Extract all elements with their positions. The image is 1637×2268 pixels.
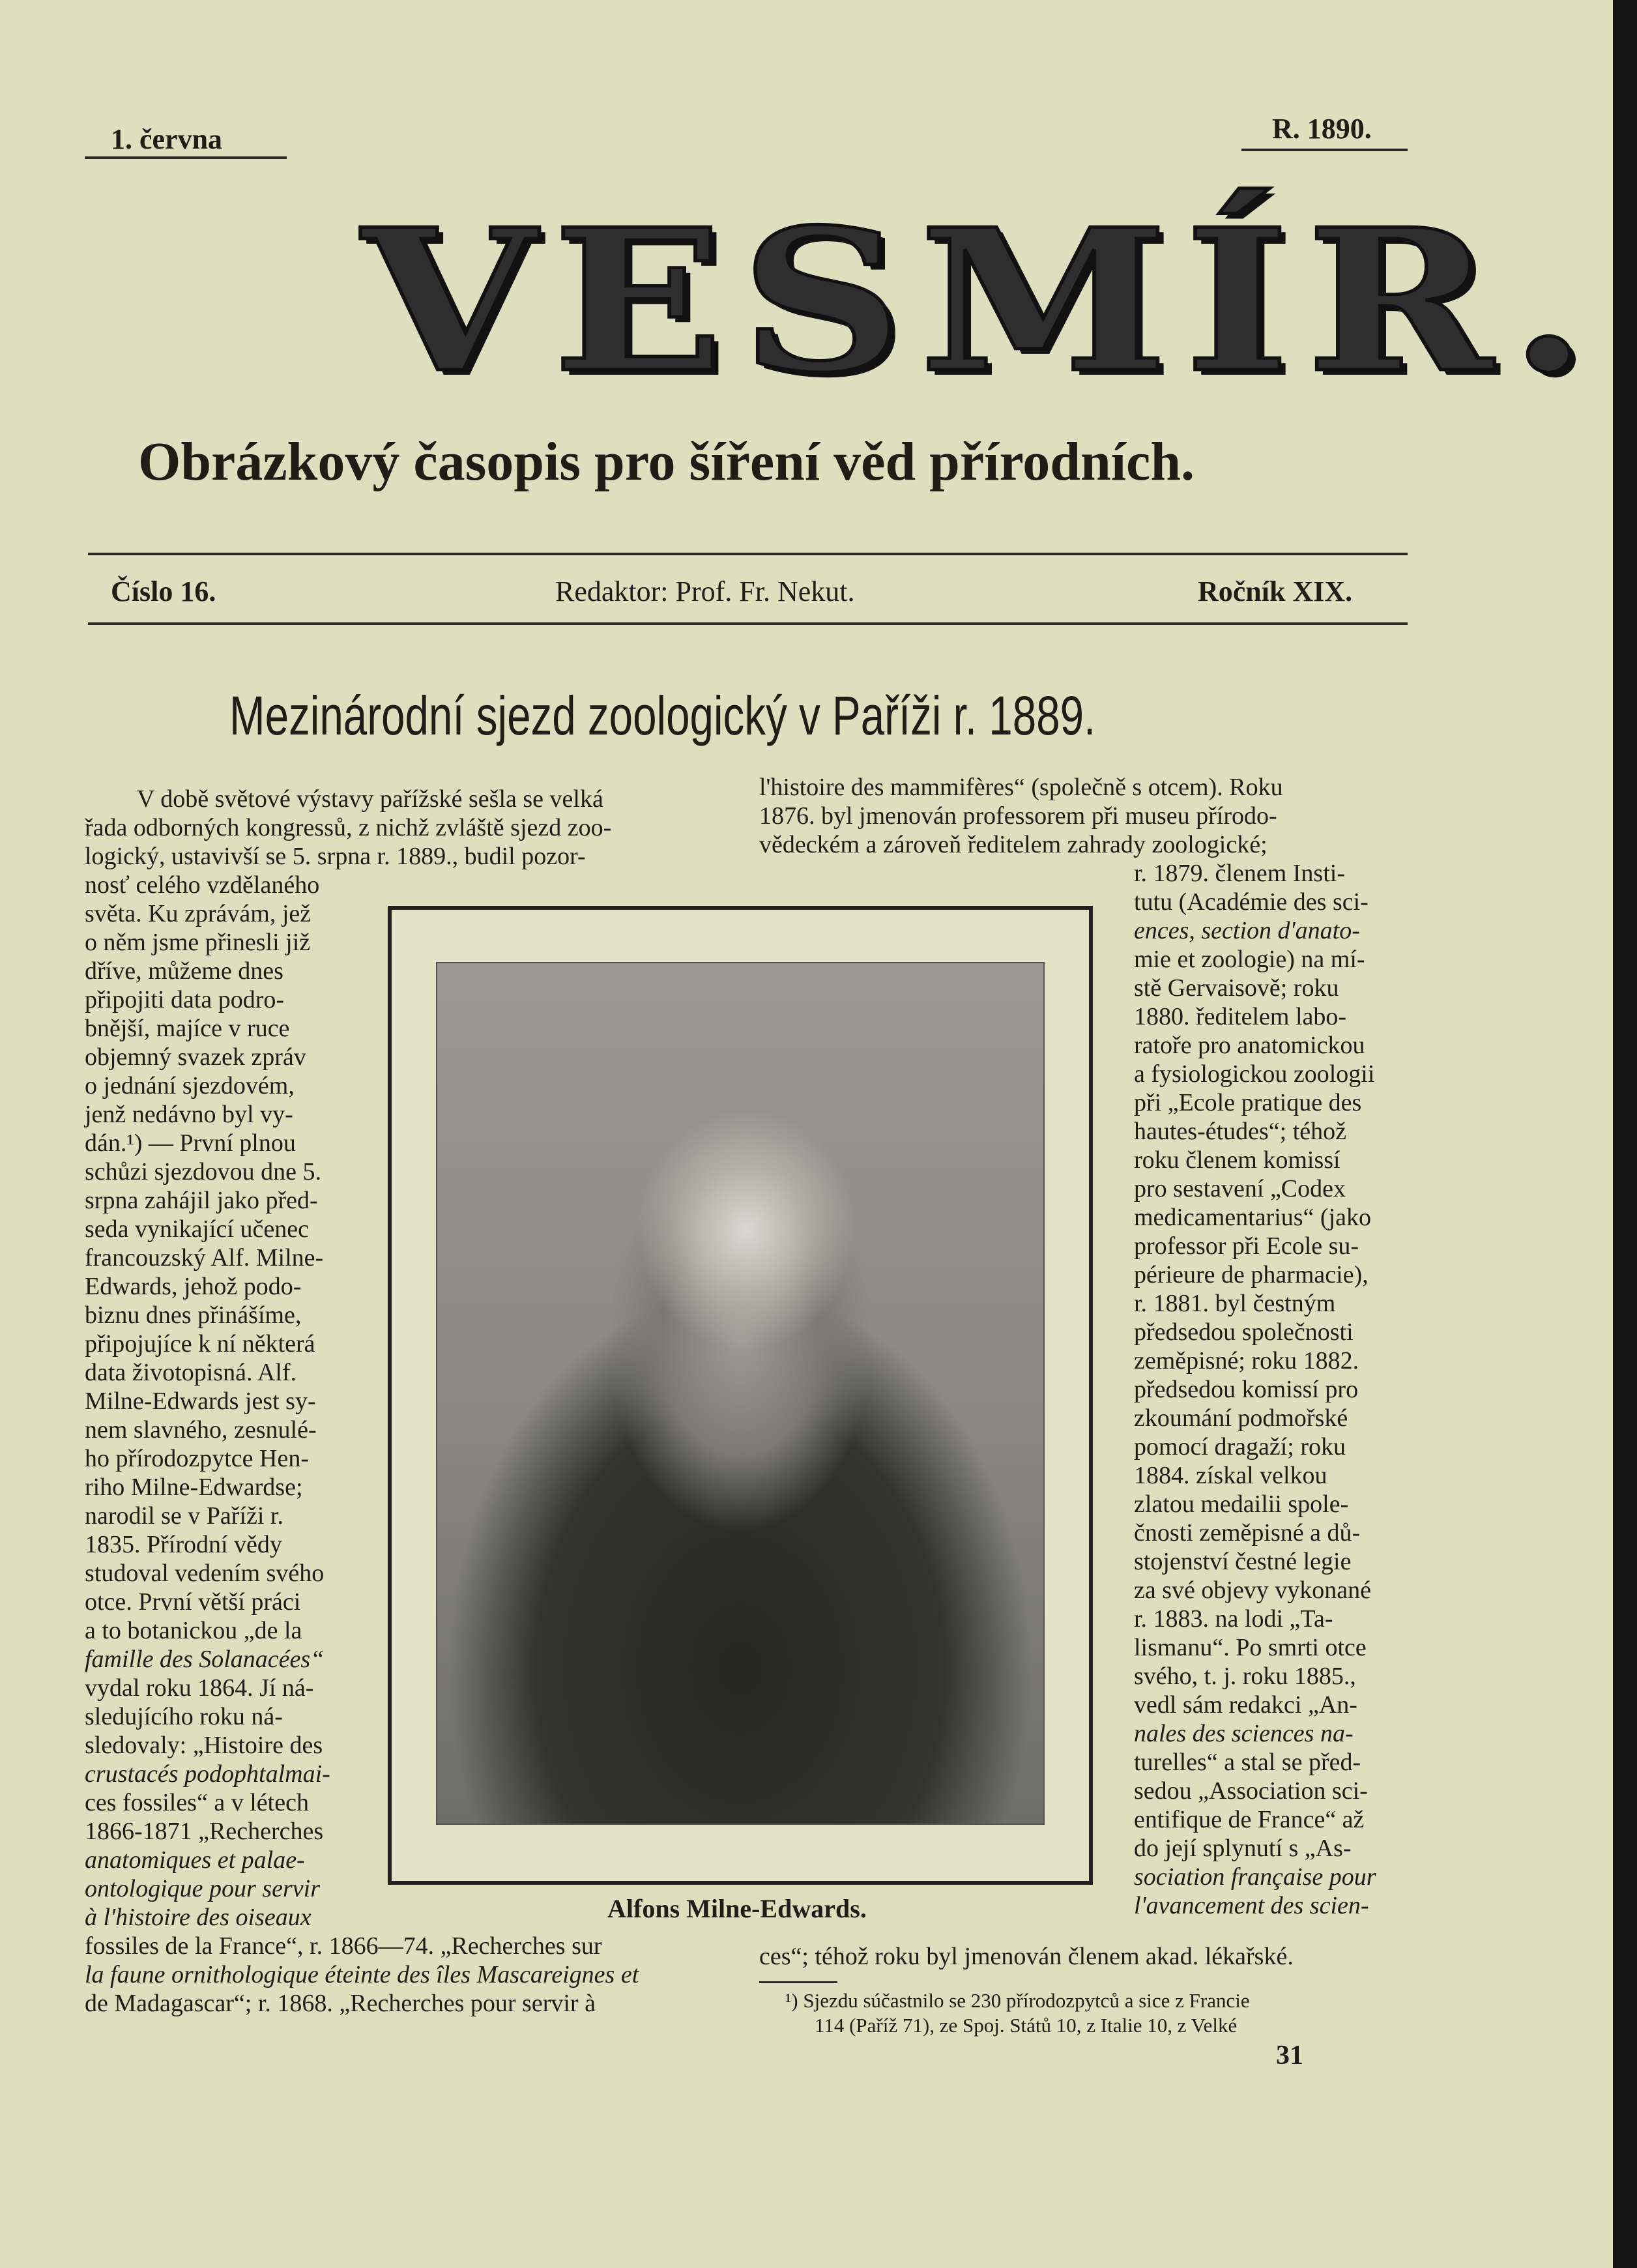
text-line: 1835. Přírodní vědy <box>85 1531 282 1558</box>
text-line: dříve, můžeme dnes <box>85 957 283 985</box>
text-line: logický, ustavivší se 5. srpna r. 1889., budil pozor- <box>85 843 586 870</box>
article-title: Mezinárodní sjezd zoologický v Paříži r. 1889. <box>229 685 1096 746</box>
page-number: 31 <box>1276 2041 1303 2071</box>
text-line: ces“; téhož roku byl jmenován členem akad. lékařské. <box>759 1943 1294 1970</box>
right-column-narrow-text <box>1134 859 1376 1920</box>
text-line: data životopisná. Alf. <box>85 1359 297 1386</box>
header-rule-top <box>88 553 1408 555</box>
text-line: crustacés podophtalmai- <box>85 1760 330 1788</box>
text-line: riho Milne-Edwardse; <box>85 1474 303 1501</box>
text-line: nosť celého vzdělaného <box>85 871 320 899</box>
text-line: biznu dnes přinášíme, <box>85 1301 302 1329</box>
text-line: la faune ornithologique éteinte des îles Mascareignes et <box>85 1961 639 1988</box>
text-line: professor při Ecole su- <box>1134 1232 1359 1260</box>
text-line: připojiti data podro- <box>85 986 285 1013</box>
year-underline <box>1241 149 1408 151</box>
footnote-rule <box>759 1981 837 1983</box>
footnote-line-1: ¹) Sjezdu súčastnilo se 230 přírodozpytců a sice z Francie <box>785 1989 1250 2012</box>
text-line: entifique de France“ až <box>1134 1806 1365 1833</box>
text-line: světa. Ku zprávám, jež <box>85 900 311 927</box>
text-line: zeměpisné; roku 1882. <box>1134 1347 1359 1374</box>
issue-year: R. 1890. <box>1272 113 1372 145</box>
text-line: vedl sám redakci „An- <box>1134 1691 1357 1719</box>
text-line: otce. První větší práci <box>85 1588 301 1616</box>
text-line: a fysiologickou zoologii <box>1134 1060 1375 1088</box>
text-line: sledujícího roku ná- <box>85 1703 283 1730</box>
text-line: anatomiques et palae- <box>85 1846 305 1874</box>
text-line: 1876. byl jmenován professorem při museu přírodo- <box>759 802 1277 830</box>
left-column-text <box>85 785 639 2018</box>
right-column-last-line <box>759 1942 1294 1971</box>
text-line: nem slavného, zesnulé- <box>85 1416 317 1444</box>
text-line: o jednání sjezdovém, <box>85 1072 295 1099</box>
text-line: ratoře pro anatomickou <box>1134 1032 1365 1059</box>
issue-date: 1. června <box>111 123 223 155</box>
masthead-subtitle: Obrázkový časopis pro šíření věd přírodních. <box>138 431 1195 492</box>
text-line: pro sestavení „Codex <box>1134 1175 1346 1202</box>
text-line: V době světové výstavy pařížské sešla se velká <box>137 785 603 813</box>
text-line: pomocí dragaží; roku <box>1134 1433 1346 1461</box>
footnote-line-2: 114 (Paříž 71), ze Spoj. Států 10, z Italie 10, z Velké <box>815 2014 1238 2037</box>
text-line: 1880. ředitelem labo- <box>1134 1003 1347 1030</box>
text-line: připojujíce k ní některá <box>85 1330 315 1358</box>
text-line: r. 1879. členem Insti- <box>1134 860 1345 887</box>
portrait-caption: Alfons Milne-Edwards. <box>607 1894 867 1923</box>
text-line: objemný svazek zpráv <box>85 1043 306 1071</box>
text-line: studoval vedením svého <box>85 1560 325 1587</box>
text-line: tutu (Académie des sci- <box>1134 888 1369 916</box>
text-line: à l'histoire des oiseaux <box>85 1904 311 1931</box>
text-line: roku členem komissí <box>1134 1146 1340 1174</box>
text-line: lismanu“. Po smrti otce <box>1134 1634 1367 1661</box>
text-line: zlatou medailii spole- <box>1134 1490 1349 1518</box>
text-line: 1866-1871 „Recherches <box>85 1818 324 1845</box>
text-line: předsedou společnosti <box>1134 1318 1354 1346</box>
text-line: předsedou komissí pro <box>1134 1376 1359 1403</box>
text-line: ontologique pour servir <box>85 1875 320 1902</box>
text-line: sedou „Association sci- <box>1134 1777 1368 1805</box>
text-line: do její splynutí s „As- <box>1134 1835 1352 1862</box>
date-underline <box>85 156 287 159</box>
text-line: při „Ecole pratique des <box>1134 1089 1362 1116</box>
text-line: čnosti zeměpisné a dů- <box>1134 1519 1361 1547</box>
text-line: řada odborných kongressů, z nichž zvláště sjezd zoo- <box>85 814 612 841</box>
masthead-title: VESMÍR. <box>362 186 1604 416</box>
text-line: schůzi sjezdovou dne 5. <box>85 1158 322 1185</box>
text-line: périeure de pharmacie), <box>1134 1261 1369 1288</box>
text-line: turelles“ a stal se před- <box>1134 1749 1361 1776</box>
text-line: nales des sciences na- <box>1134 1720 1354 1747</box>
text-line: narodil se v Paříži r. <box>85 1502 283 1530</box>
text-line: famille des Solanacées“ <box>85 1646 325 1673</box>
text-line: svého, t. j. roku 1885., <box>1134 1663 1356 1690</box>
text-line: za své objevy vykonané <box>1134 1577 1372 1604</box>
text-line: Edwards, jehož podo- <box>85 1273 302 1300</box>
text-line: srpna zahájil jako před- <box>85 1187 318 1214</box>
text-line: zkoumání podmořské <box>1134 1404 1348 1432</box>
editor-line: Redaktor: Prof. Fr. Nekut. <box>555 575 855 607</box>
text-line: l'avancement des scien- <box>1134 1892 1369 1919</box>
text-line: hautes-études“; téhož <box>1134 1118 1347 1145</box>
text-line: sledovaly: „Histoire des <box>85 1732 323 1759</box>
text-line: ho přírodozpytce Hen- <box>85 1445 309 1472</box>
text-line: r. 1883. na lodi „Ta- <box>1134 1605 1333 1633</box>
scan-edge <box>1613 0 1637 2268</box>
text-line: Milne-Edwards jest sy- <box>85 1388 316 1415</box>
text-line: seda vynikající učenec <box>85 1215 309 1243</box>
text-line: 1884. získal velkou <box>1134 1462 1327 1489</box>
text-line: medicamentarius“ (jako <box>1134 1204 1372 1231</box>
text-line: a to botanickou „de la <box>85 1617 302 1644</box>
text-line: l'histoire des mammifères“ (společně s otcem). Roku <box>759 774 1283 801</box>
volume-number: Ročník XIX. <box>1198 575 1353 607</box>
text-line: de Madagascar“; r. 1868. „Recherches pour servir à <box>85 1990 596 2017</box>
text-line: stě Gervaisově; roku <box>1134 974 1339 1002</box>
text-line: vydal roku 1864. Jí ná- <box>85 1674 314 1702</box>
text-line: vědeckém a zároveň ředitelem zahrady zoologické; <box>759 831 1268 858</box>
right-column-text <box>759 773 1283 859</box>
text-line: jenž nedávno byl vy- <box>85 1101 293 1128</box>
text-line: bnější, majíce v ruce <box>85 1015 290 1042</box>
text-line: sociation française pour <box>1134 1863 1376 1891</box>
text-line: stojenství čestné legie <box>1134 1548 1352 1575</box>
text-line: ces fossiles“ a v létech <box>85 1789 309 1816</box>
text-line: o něm jsme přinesli již <box>85 929 311 956</box>
text-line: fossiles de la France“, r. 1866—74. „Recherches sur <box>85 1932 602 1960</box>
text-line: ences, section d'anato- <box>1134 917 1360 944</box>
issue-number: Číslo 16. <box>111 575 216 607</box>
text-line: francouzský Alf. Milne- <box>85 1244 324 1272</box>
text-line: dán.¹) — První plnou <box>85 1129 296 1157</box>
text-line: r. 1881. byl čestným <box>1134 1290 1336 1317</box>
text-line: mie et zoologie) na mí- <box>1134 946 1365 973</box>
header-rule-bottom <box>88 622 1408 625</box>
